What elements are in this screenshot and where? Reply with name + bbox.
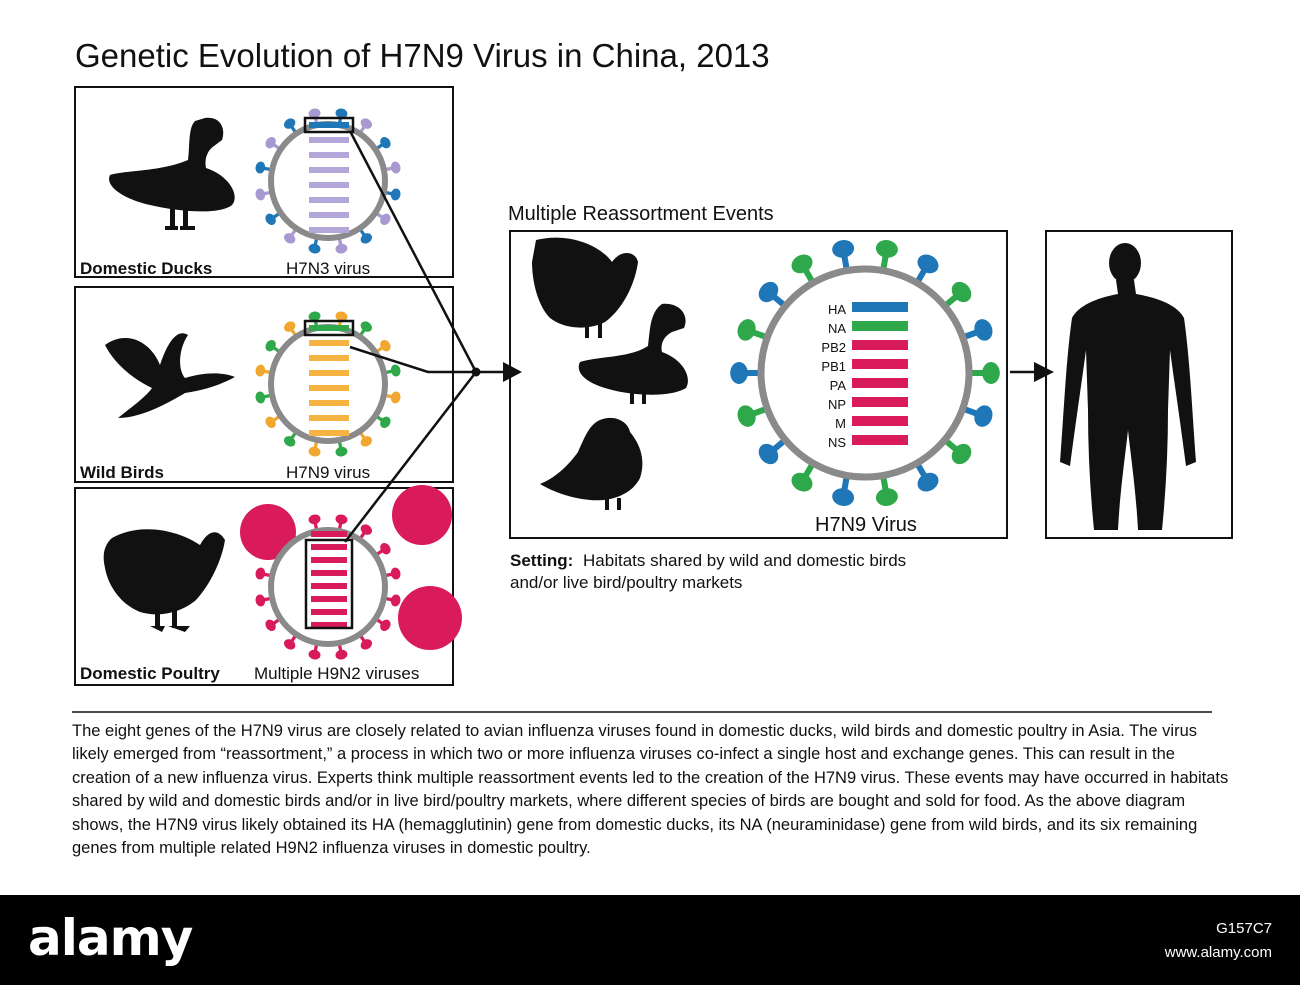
- virus-spike-head: [875, 238, 900, 259]
- setting-label: Setting:: [510, 551, 574, 570]
- arrowhead-icon: [1034, 362, 1054, 382]
- gene-bar-m: [852, 416, 908, 426]
- gene-label: NA: [827, 321, 846, 336]
- virus-spike-head: [831, 487, 856, 508]
- gene-segment: [309, 340, 349, 346]
- source-virus-label: H7N3 virus: [286, 259, 371, 278]
- gene-segment: [309, 385, 349, 391]
- virus-spike-head: [390, 188, 402, 202]
- gene-segment: [311, 557, 347, 563]
- source-virus-label: H7N9 virus: [286, 463, 371, 482]
- description-text: The eight genes of the H7N9 virus are closely related to avian influenza viruses found in domestic ducks, wild birds and domestic poultry in Asia. The virus likely emerged from “reassortment,” a process in which two or more influenza viruses co-infect a single host and exchange genes. This can result in the creation of a new influenza virus. Experts think multiple reassortment events led to the creation of the H7N9 virus. These events may have occurred in habitats shared by wild and domestic birds and/or in live bird/poultry markets, where different species of birds are bought and sold for food. As the above diagram shows, the H7N9 virus likely obtained its HA (hemagglutinin) gene from domestic ducks, its NA (neuraminidase) gene from wild birds, and its six remaining genes from multiple related H9N2 influenza viruses in domestic poultry.: [72, 722, 1229, 858]
- virus-spike-head: [254, 567, 266, 581]
- convergence-point: [472, 368, 481, 377]
- gene-segment: [311, 609, 347, 615]
- gene-segment: [309, 122, 349, 128]
- virus-spike-head: [788, 251, 816, 277]
- virus-spike-head: [308, 243, 322, 255]
- wild-birds-box: [75, 287, 453, 482]
- gene-bar-pb2: [852, 340, 908, 350]
- source-virus-label: Multiple H9N2 viruses: [254, 664, 420, 683]
- gene-segment: [309, 152, 349, 158]
- source-host-label: Wild Birds: [80, 463, 164, 482]
- duck-silhouette-icon: [109, 118, 235, 230]
- gene-bar-ns: [852, 435, 908, 445]
- gene-label: HA: [827, 302, 846, 317]
- footer-logo: alamy: [28, 909, 193, 967]
- virus-spike-head: [730, 362, 748, 384]
- gene-segment: [309, 197, 349, 203]
- gene-bar-ha: [852, 302, 908, 312]
- gene-segment: [309, 415, 349, 421]
- virus-spike-head: [390, 594, 402, 608]
- virus-spike-head: [335, 649, 349, 661]
- footer-bar: [0, 895, 1300, 985]
- result-virus-label: H7N9 Virus: [815, 514, 917, 536]
- gene-label: PA: [829, 378, 846, 393]
- wild-bird-silhouette-icon: [105, 333, 235, 418]
- source-host-label: Domestic Ducks: [80, 259, 213, 278]
- virus-spike-head: [254, 594, 266, 608]
- gene-segment: [309, 325, 349, 331]
- gene-segment: [309, 355, 349, 361]
- virus-spike-head: [335, 243, 349, 255]
- virus-spike-head: [831, 238, 856, 259]
- virus-spike-head: [335, 513, 349, 525]
- setting-line-2: and/or live bird/poultry markets: [510, 573, 743, 592]
- gene-segment: [311, 570, 347, 576]
- page-title: Genetic Evolution of H7N9 Virus in China, 2013: [75, 37, 770, 74]
- gene-bar-pa: [852, 378, 908, 388]
- virus-spike-head: [254, 364, 266, 378]
- virus-spike-head: [254, 188, 266, 202]
- virus-spike-head: [308, 446, 322, 458]
- reassortment-heading: Multiple Reassortment Events: [508, 203, 774, 225]
- hen-silhouette-icon: [104, 529, 225, 632]
- gene-segment: [311, 583, 347, 589]
- virus-spike-head: [308, 649, 322, 661]
- virus-spike-head: [735, 317, 759, 344]
- gene-segment: [309, 400, 349, 406]
- human-silhouette-icon: [1060, 243, 1196, 530]
- virus-spike-head: [914, 251, 942, 277]
- gene-segment: [309, 430, 349, 436]
- virus-spike-head: [254, 391, 266, 405]
- gene-label: NS: [827, 435, 846, 450]
- virus-spike-head: [982, 362, 1000, 384]
- virus-spike-head: [308, 513, 322, 525]
- source-host-label: Domestic Poultry: [80, 664, 220, 683]
- h7n9-result-virus-particle: [730, 238, 1000, 507]
- virus-spike-head: [335, 446, 349, 458]
- gene-segment: [311, 531, 347, 537]
- virus-spike-head: [390, 161, 402, 175]
- virus-spike-head: [788, 469, 816, 495]
- virus-spike-head: [971, 403, 995, 430]
- virus-spike-head: [875, 487, 900, 508]
- chicken-silhouette-icon: [532, 238, 638, 338]
- gene-bar-na: [852, 321, 908, 331]
- footer-ref: [1165, 917, 1272, 965]
- footer-site: www.alamy.com: [1164, 944, 1272, 961]
- quail-silhouette-icon: [540, 418, 642, 510]
- gene-bar-pb1: [852, 359, 908, 369]
- gene-segment: [309, 227, 349, 233]
- gene-bar-np: [852, 397, 908, 407]
- gene-segment: [309, 167, 349, 173]
- h7n3-virus-particle: [254, 107, 401, 254]
- virus-spike-head: [390, 567, 402, 581]
- virus-spike-head: [254, 161, 266, 175]
- gene-segment: [309, 137, 349, 143]
- footer-image-id: G157C7: [1216, 920, 1272, 937]
- gene-segment: [311, 596, 347, 602]
- setting-line-1: Habitats shared by wild and domestic birds: [583, 551, 907, 570]
- virus-spike-head: [390, 364, 402, 378]
- h7n9-source-virus-particle: [254, 310, 401, 457]
- gene-segment: [311, 544, 347, 550]
- gene-label: PB2: [821, 340, 846, 355]
- gene-segment: [309, 370, 349, 376]
- virus-spike-head: [971, 317, 995, 344]
- virus-spike-head: [735, 403, 759, 430]
- gene-segment: [309, 212, 349, 218]
- setting-text: [510, 551, 906, 570]
- gene-label: NP: [827, 397, 846, 412]
- gene-segment: [309, 182, 349, 188]
- virus-spike-head: [914, 469, 942, 495]
- arrowhead-icon: [503, 362, 522, 382]
- gene-label: PB1: [821, 359, 846, 374]
- gene-label: M: [835, 416, 846, 431]
- virus-spike-head: [390, 391, 402, 405]
